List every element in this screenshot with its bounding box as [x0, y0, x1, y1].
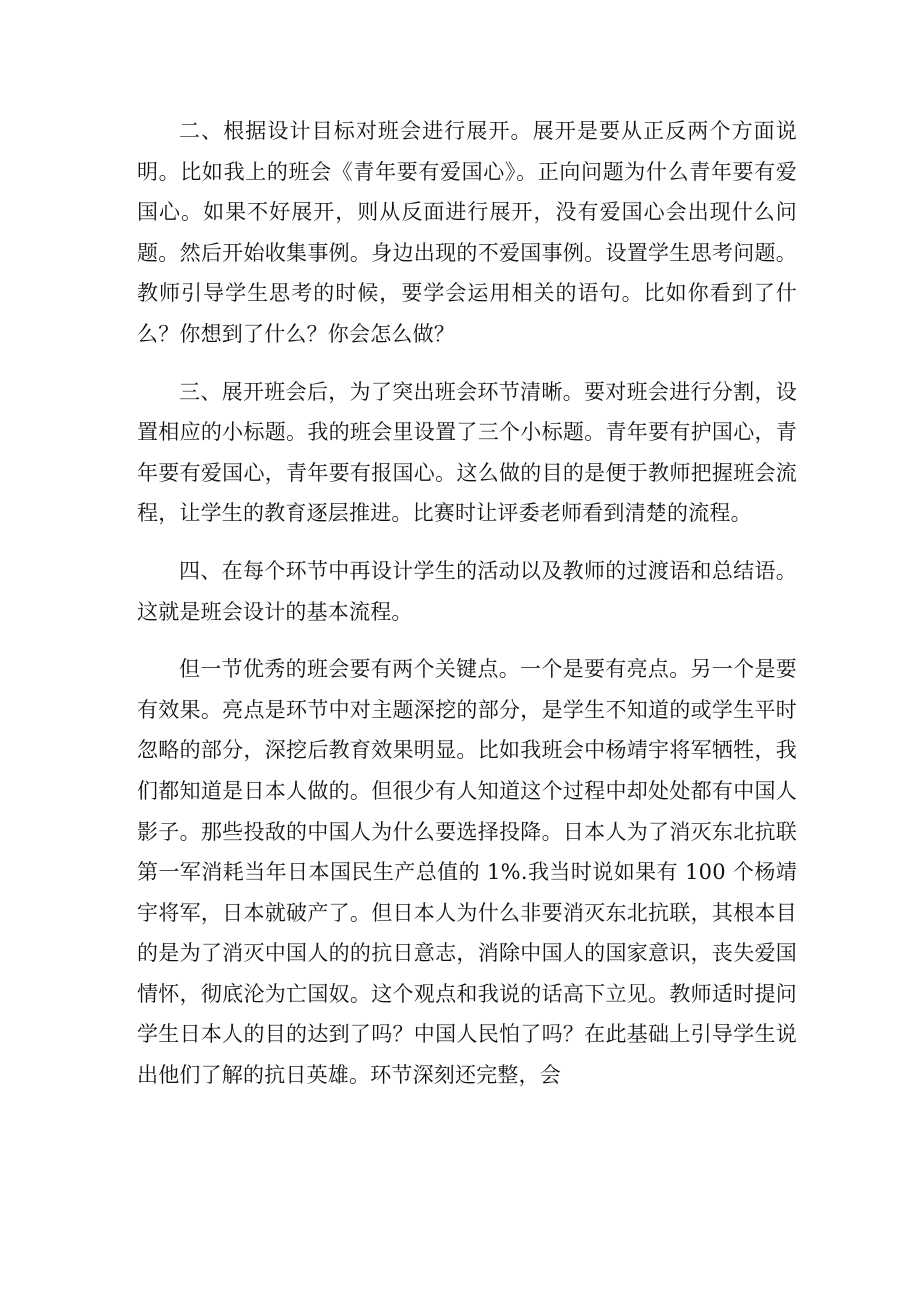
paragraph-2: 二、根据设计目标对班会进行展开。展开是要从正反两个方面说明。比如我上的班会《青年要有爱国心》。正向问题为什么青年要有爱国心。如果不好展开，则从反面进行展开，没有爱国心会出现什么问题。然后开始收集事例。身边出现的不爱国事例。设置学生思考问题。教师引导学生思考的时候，要学会运用相关的语句。比如你看到了什么？你想到了什么？你会怎么做？ [137, 119, 797, 346]
paragraph-4: 四、在每个环节中再设计学生的活动以及教师的过渡语和总结语。这就是班会设计的基本流程。 [137, 558, 797, 624]
paragraph-3: 三、展开班会后，为了突出班会环节清晰。要对班会进行分割，设置相应的小标题。我的班会里设置了三个小标题。青年要有护国心，青年要有爱国心，青年要有报国心。这么做的目的是便于教师把握班会流程，让学生的教育逐层推进。比赛时让评委老师看到清楚的流程。 [137, 379, 797, 526]
paragraph-key-points: 但一节优秀的班会要有两个关键点。一个是要有亮点。另一个是要有效果。亮点是环节中对主题深挖的部分，是学生不知道的或学生平时忽略的部分，深挖后教育效果明显。比如我班会中杨靖宇将军牺牲，我们都知道是日本人做的。但很少有人知道这个过程中却处处都有中国人影子。那些投敌的中国人为什么要选择投降。日本人为了消灭东北抗联第一军消耗当年日本国民生产总值的 1%.我当时说如果有 100 个杨靖宇将军，日本就破产了。但日本人为什么非要消灭东北抗联，其根本目的是为了消灭中国人的的抗日意志，消除中国人的国家意识，丧失爱国情怀，彻底沦为亡国奴。这个观点和我说的话高下立见。教师适时提问学生日本人的目的达到了吗？中国人民怕了吗？在此基础上引导学生说出他们了解的抗日英雄。环节深刻还完整，会 [137, 657, 797, 1088]
document-body [137, 111, 797, 1113]
